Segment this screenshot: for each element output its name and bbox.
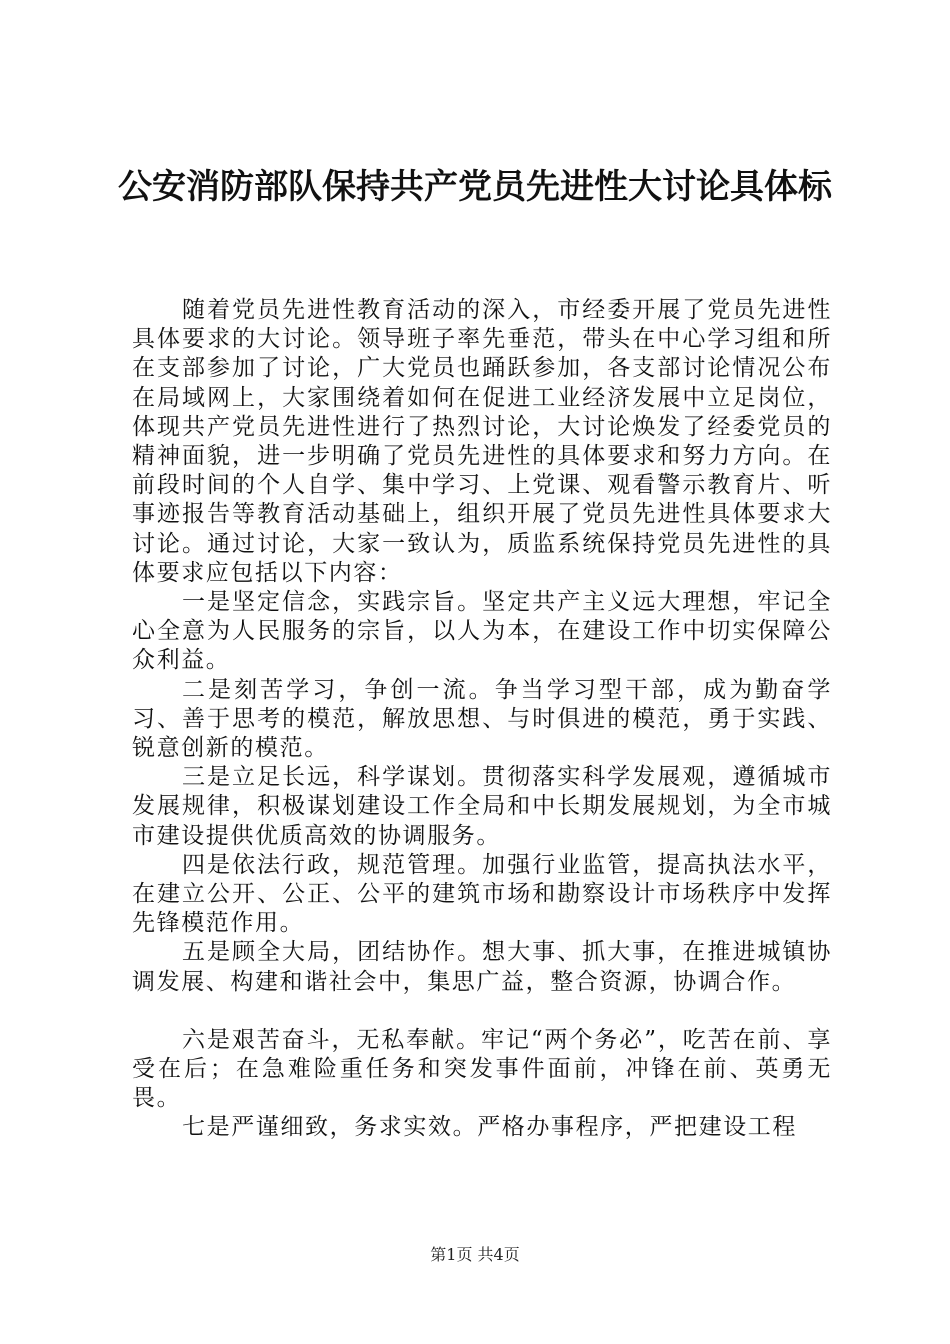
paragraph-point-4: 四是依法行政，规范管理。加强行业监管，提高执法水平，在建立公开、公正、公平的建筑市场和勘察设计市场秩序中发挥先锋模范作用。 — [132, 851, 832, 937]
paragraph-point-5: 五是顾全大局，团结协作。想大事、抓大事，在推进城镇协调发展、构建和谐社会中，集思广益，整合资源，协调合作。 — [132, 939, 832, 995]
document-body — [132, 296, 832, 1143]
paragraph-intro: 随着党员先进性教育活动的深入，市经委开展了党员先进性具体要求的大讨论。领导班子率先垂范，带头在中心学习组和所在支部参加了讨论，广大党员也踊跃参加，各支部讨论情况公布在局域网上，大家围绕着如何在促进工业经济发展中立足岗位，体现共产党员先进性进行了热烈讨论，大讨论焕发了经委党员的精神面貌，进一步明确了党员先进性的具体要求和努力方向。在前段时间的个人自学、集中学习、上党课、观看警示教育片、听事迹报告等教育活动基础上，组织开展了党员先进性具体要求大讨论。通过讨论，大家一致认为，质监系统保持党员先进性的具体要求应包括以下内容： — [132, 297, 832, 586]
paragraph-point-6: 六是艰苦奋斗，无私奉献。牢记“两个务必”，吃苦在前、享受在后；在急难险重任务和突发事件面前，冲锋在前、英勇无畏。 — [132, 1026, 832, 1112]
paragraph-point-1: 一是坚定信念，实践宗旨。坚定共产主义远大理想，牢记全心全意为人民服务的宗旨，以人为本，在建设工作中切实保障公众利益。 — [132, 589, 832, 674]
paragraph-point-7: 七是严谨细致，务求实效。严格办事程序，严把建设工程 — [182, 1114, 797, 1141]
document-title: 公安消防部队保持共产党员先进性大讨论具体标 — [118, 167, 832, 207]
paragraph-spacer — [132, 997, 832, 1026]
page-number-footer: 第1页 共4页 — [430, 1245, 520, 1264]
paragraph-point-3: 三是立足长远，科学谋划。贯彻落实科学发展观，遵循城市发展规律，积极谋划建设工作全局和中长期发展规划，为全市城市建设提供优质高效的协调服务。 — [132, 764, 832, 849]
paragraph-point-2: 二是刻苦学习，争创一流。争当学习型干部，成为勤奋学习、善于思考的模范，解放思想、与时俱进的模范，勇于实践、锐意创新的模范。 — [132, 676, 832, 762]
